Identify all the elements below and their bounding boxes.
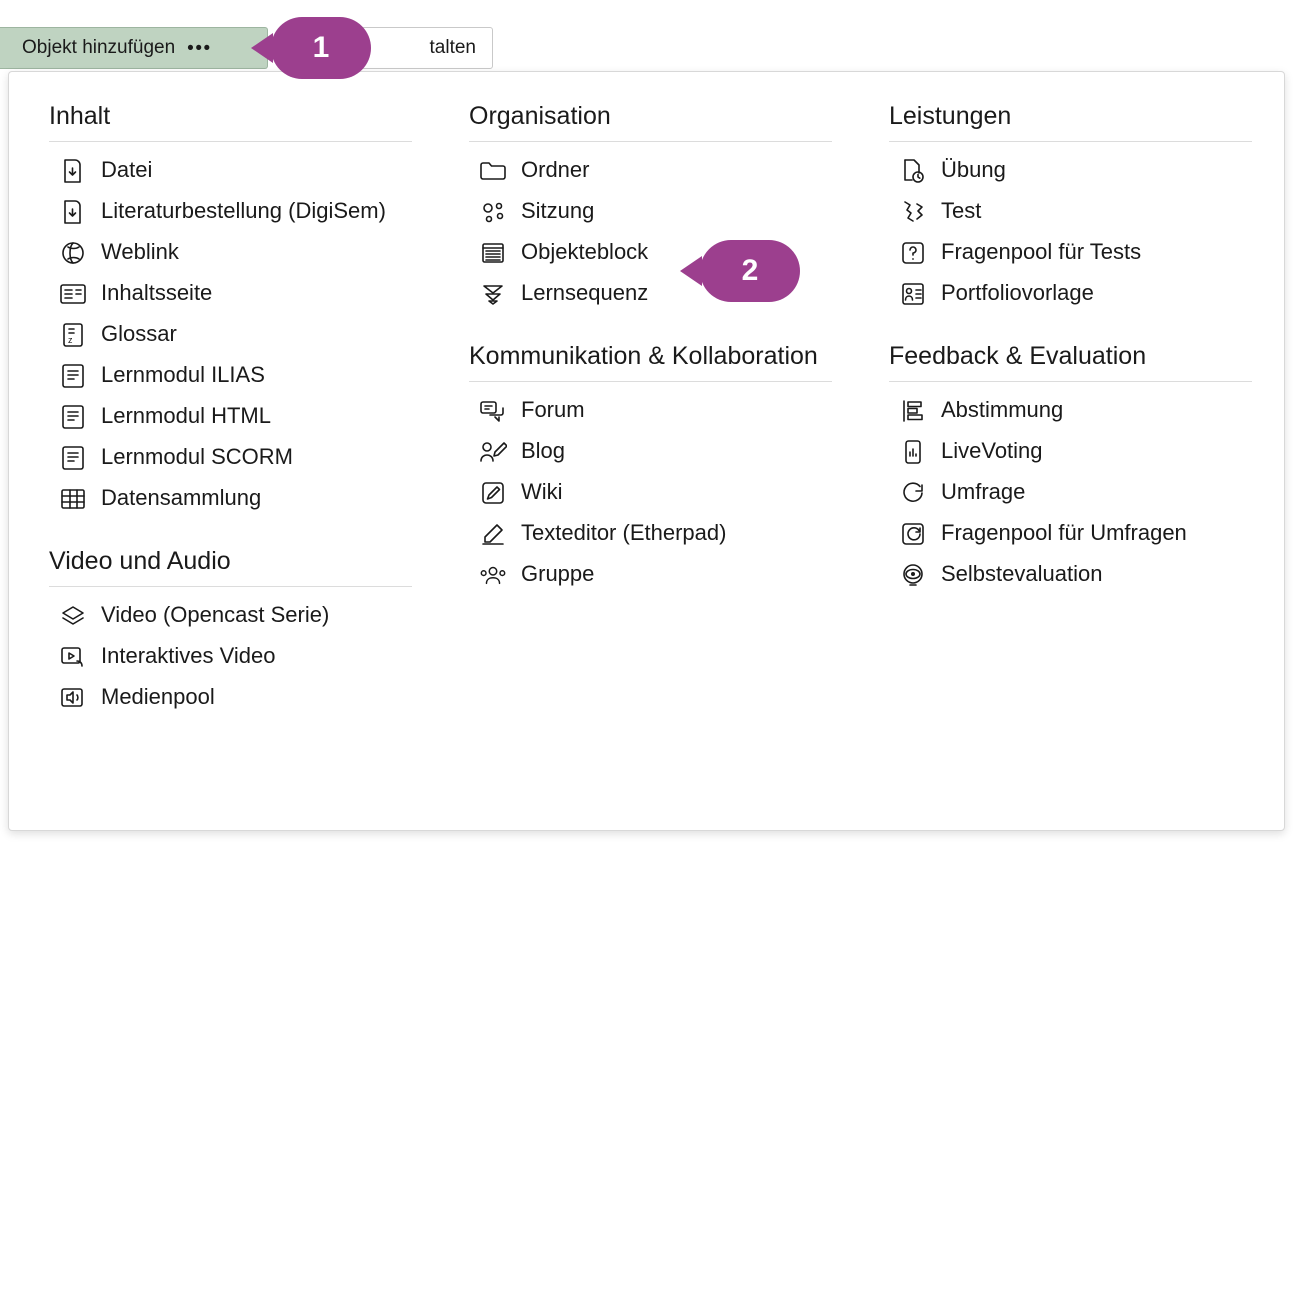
callout-badge-1	[271, 17, 371, 79]
content-page-icon	[59, 280, 87, 308]
toolbar	[0, 27, 493, 69]
callout-tail-icon	[680, 256, 702, 286]
menu-group	[49, 102, 439, 519]
divider	[889, 141, 1252, 142]
menu-item-label: Fragenpool für Umfragen	[941, 520, 1187, 545]
menu-group-title: Organisation	[469, 102, 611, 130]
wiki-icon	[479, 479, 507, 507]
menu-item[interactable]	[469, 150, 869, 191]
add-object-button[interactable]	[0, 27, 268, 69]
menu-item[interactable]	[469, 472, 869, 513]
menu-item-label: Gruppe	[521, 561, 595, 586]
menu-item-label: Übung	[941, 157, 1006, 182]
divider	[889, 381, 1252, 382]
menu-item[interactable]	[889, 273, 1269, 314]
menu-item[interactable]	[889, 232, 1269, 273]
divider	[469, 141, 832, 142]
menu-item-label: Forum	[521, 397, 585, 422]
menu-item[interactable]	[49, 595, 439, 636]
learning-sequence-icon	[479, 280, 507, 308]
divider	[49, 141, 412, 142]
self-evaluation-icon	[899, 561, 927, 589]
menu-item-label: Lernmodul ILIAS	[101, 362, 265, 387]
menu-item-label: LiveVoting	[941, 438, 1043, 463]
menu-item[interactable]	[49, 478, 439, 519]
object-block-icon	[479, 239, 507, 267]
menu-item[interactable]	[49, 396, 439, 437]
group-icon	[479, 561, 507, 589]
menu-item[interactable]	[469, 273, 869, 314]
menu-column-1	[9, 102, 439, 718]
menu-item-label: Glossar	[101, 321, 177, 346]
menu-item-label: Weblink	[101, 239, 179, 264]
menu-item-label: Portfoliovorlage	[941, 280, 1094, 305]
menu-item-label: Sitzung	[521, 198, 595, 223]
menu-item-label: Lernmodul HTML	[101, 403, 271, 428]
folder-icon	[479, 157, 507, 185]
menu-columns	[9, 102, 1284, 718]
menu-group-title: Video und Audio	[49, 547, 231, 575]
globe-icon	[59, 239, 87, 267]
menu-group	[469, 102, 869, 314]
menu-item[interactable]	[469, 554, 869, 595]
menu-item-label: Test	[941, 198, 982, 223]
menu-item[interactable]	[889, 191, 1269, 232]
exercise-icon	[899, 157, 927, 185]
menu-group-title: Kommunikation & Kollaboration	[469, 342, 818, 370]
svg-text:z: z	[68, 335, 73, 345]
survey-question-pool-icon	[899, 520, 927, 548]
add-object-label: Objekt hinzufügen	[22, 37, 176, 58]
glossary-icon	[59, 321, 87, 349]
menu-item-label: Datei	[101, 157, 153, 182]
menu-item[interactable]	[49, 314, 439, 355]
menu-item[interactable]	[889, 431, 1269, 472]
question-pool-icon	[899, 239, 927, 267]
manage-button-label: talten	[429, 37, 476, 58]
callout-number: 1	[312, 31, 330, 64]
callout-tail-icon	[251, 33, 273, 63]
menu-item[interactable]	[469, 513, 869, 554]
menu-item[interactable]	[49, 150, 439, 191]
menu-item[interactable]	[49, 636, 439, 677]
menu-item-label: Abstimmung	[941, 397, 1064, 422]
learning-module-icon	[59, 362, 87, 390]
menu-item[interactable]	[889, 150, 1269, 191]
menu-item-label: Interaktives Video	[101, 643, 276, 668]
menu-item-label: Texteditor (Etherpad)	[521, 520, 727, 545]
menu-item-label: Inhaltsseite	[101, 280, 213, 305]
forum-icon	[479, 397, 507, 425]
menu-item[interactable]	[889, 554, 1269, 595]
table-icon	[59, 485, 87, 513]
menu-group	[469, 342, 869, 595]
file-icon	[59, 198, 87, 226]
file-icon	[59, 157, 87, 185]
menu-item[interactable]	[469, 431, 869, 472]
media-pool-icon	[59, 684, 87, 712]
menu-group-title: Inhalt	[49, 102, 111, 130]
menu-item[interactable]	[49, 437, 439, 478]
menu-item-label: Ordner	[521, 157, 590, 182]
video-series-icon	[59, 602, 87, 630]
menu-item[interactable]	[889, 513, 1269, 554]
menu-item-label: Video (Opencast Serie)	[101, 602, 330, 627]
portfolio-template-icon	[899, 280, 927, 308]
menu-item-label: Umfrage	[941, 479, 1026, 504]
callout-badge-2	[700, 240, 800, 302]
menu-item-label: Objekteblock	[521, 239, 649, 264]
menu-item[interactable]	[49, 677, 439, 718]
menu-item-label: Datensammlung	[101, 485, 262, 510]
menu-item-label: Wiki	[521, 479, 563, 504]
menu-item[interactable]	[49, 232, 439, 273]
test-icon	[899, 198, 927, 226]
menu-item-label: Selbstevaluation	[941, 561, 1103, 586]
callout-number: 2	[741, 254, 759, 287]
menu-column-2	[439, 102, 869, 718]
add-object-dropdown-panel	[8, 71, 1285, 831]
ellipsis-icon: •••	[187, 37, 212, 59]
menu-item[interactable]	[889, 390, 1269, 431]
divider	[49, 586, 412, 587]
learning-module-icon	[59, 444, 87, 472]
menu-group	[889, 102, 1269, 314]
survey-icon	[899, 479, 927, 507]
blog-icon	[479, 438, 507, 466]
interactive-video-icon	[59, 643, 87, 671]
menu-item[interactable]	[889, 472, 1269, 513]
menu-item[interactable]	[49, 273, 439, 314]
menu-group	[889, 342, 1269, 595]
menu-column-3	[869, 102, 1269, 718]
menu-item[interactable]	[469, 232, 869, 273]
etherpad-icon	[479, 520, 507, 548]
menu-item-label: Literaturbestellung (DigiSem)	[101, 198, 386, 223]
vote-icon	[899, 397, 927, 425]
menu-item-label: Lernsequenz	[521, 280, 649, 305]
menu-item[interactable]	[469, 191, 869, 232]
menu-item[interactable]	[49, 191, 439, 232]
live-voting-icon	[899, 438, 927, 466]
menu-item-label: Lernmodul SCORM	[101, 444, 293, 469]
learning-module-icon	[59, 403, 87, 431]
menu-item-label: Blog	[521, 438, 566, 463]
divider	[469, 381, 832, 382]
session-icon	[479, 198, 507, 226]
menu-group-title: Feedback & Evaluation	[889, 342, 1147, 370]
menu-item-label: Fragenpool für Tests	[941, 239, 1142, 264]
menu-item[interactable]	[469, 390, 869, 431]
menu-group-title: Leistungen	[889, 102, 1012, 130]
menu-item[interactable]	[49, 355, 439, 396]
menu-item-label: Medienpool	[101, 684, 215, 709]
menu-group	[49, 547, 439, 718]
